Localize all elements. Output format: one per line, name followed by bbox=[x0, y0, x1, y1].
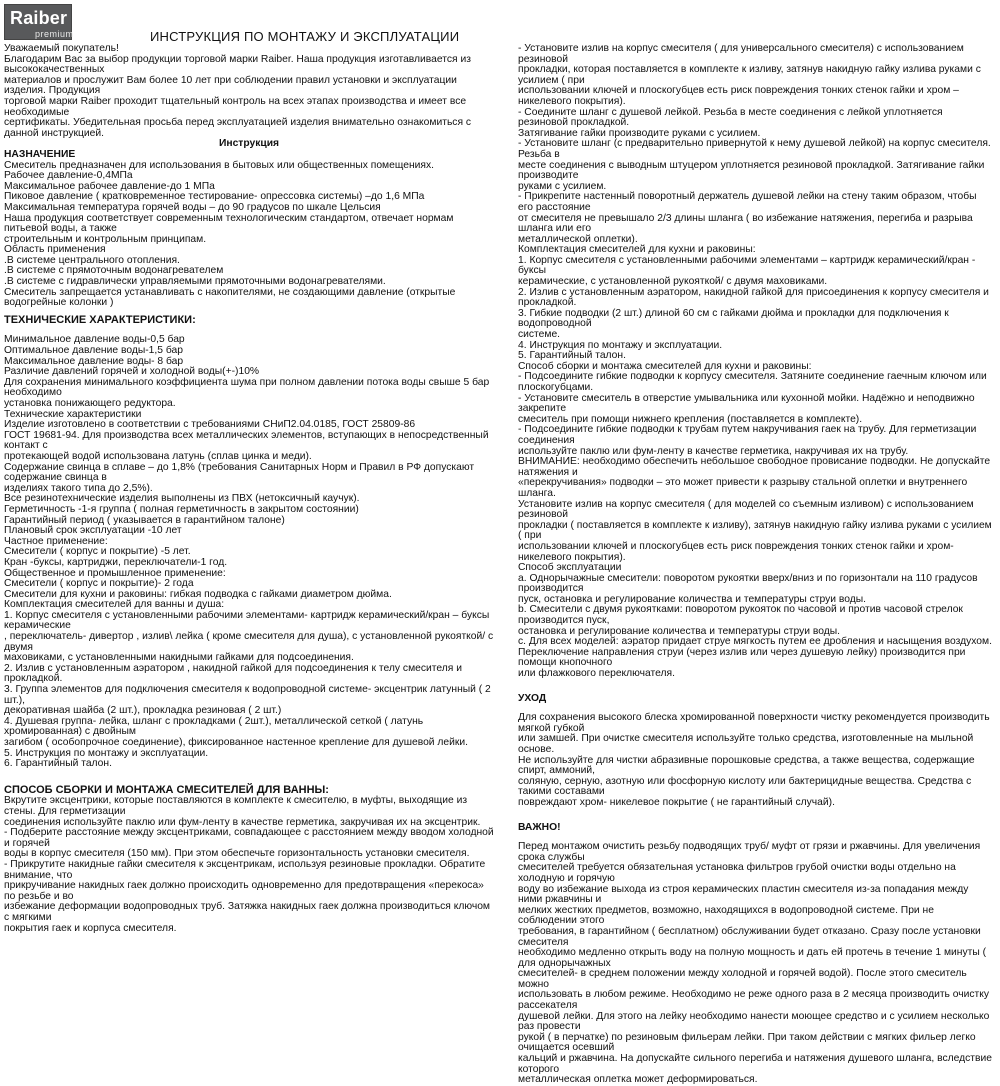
text-line: Технические характеристики bbox=[4, 408, 142, 420]
text-line: воду во избежание выхода из строя керамических пластин смесителя из-за попадания между ними ржавчины и bbox=[518, 883, 969, 906]
text-line: месте соединения с выводным штуцером уплотняется резиновой прокладкой. Затягивание гайки производите bbox=[518, 159, 985, 182]
text-line: .В системе центрального отопления. bbox=[4, 254, 180, 266]
text-line: ГОСТ 19681-94. Для производства всех металлических элементов, вступающих в непосредственный контакт с bbox=[4, 429, 489, 452]
text-line: Герметичность -1-я группа ( полная герметичность в закрытом состоянии) bbox=[4, 503, 359, 515]
text-line: 4. Душевая группа- лейка, шланг с прокладками ( 2шт.), металлической сеткой ( латунь хромированная) с двойным bbox=[4, 715, 424, 738]
text-line: а. Однорычажные смесители: поворотом рукоятки вверх/вниз и по горизонтали на 110 градусов производится bbox=[518, 572, 978, 595]
text-line: кальций и ржавчина. На допускайте сильного перегиба и натяжения душевого шланга, вследствие которого bbox=[518, 1053, 992, 1075]
right-column bbox=[518, 44, 992, 1086]
text-line: прокладки ( поставляется в комплекте к изливу), затянув накидную гайку излива руками с усилием ( при bbox=[518, 519, 992, 542]
text-line: Максимальное рабочее давление-до 1 МПа bbox=[4, 180, 215, 192]
text-line: 6. Гарантийный талон. bbox=[4, 758, 112, 770]
text-line: или замшей. При очистке смесителя используйте только средства, изготовленные на мыльной основе. bbox=[518, 733, 974, 755]
text-line: Смесители для кухни и раковины: гибкая подводка с гайками диаметром дюйма. bbox=[4, 588, 392, 600]
section-heading: Инструкция bbox=[218, 138, 280, 150]
text-line: Способ эксплуатации bbox=[518, 562, 622, 574]
text-line: необходимо медленно открыть воду на полную мощность и дать ей протечь в течение 1 минуты ( для однорычажных bbox=[518, 947, 987, 969]
section-heading: ТЕХНИЧЕСКИЕ ХАРАКТЕРИСТИКИ: bbox=[4, 313, 196, 326]
text-line: Максимальное давление воды- 8 бар bbox=[4, 355, 184, 367]
section-heading: СПОСОБ СБОРКИ И МОНТАЖА СМЕСИТЕЛЕЙ ДЛЯ ВАННЫ: bbox=[4, 783, 329, 796]
text-line: 2. Излив с установленным аэратором, накидной гайкой для присоединения к корпусу смесителя и прокладкой. bbox=[518, 286, 989, 309]
text-line: повреждают хром- никелевое покрытие ( не гарантийный случай). bbox=[518, 796, 835, 808]
text-line: керамические, с установленной рукояткой/ с двумя маховиками. bbox=[518, 276, 828, 288]
text-line: ВНИМАНИЕ: необходимо обеспечить небольшое свободное провисание подводки. Не допускайте натяжения и bbox=[518, 456, 991, 478]
text-line: прокладки, которая поставляется в комплекте к изливу, затянув накидную гайку излива руками с усилием ( при bbox=[518, 64, 981, 86]
text-line: 3. Гибкие подводки (2 шт.) длиной 60 см с гайками дюйма и прокладки для подключения к водопроводной bbox=[518, 307, 949, 330]
text-line: декоративная шайба (2 шт.), прокладка резиновая ( 2 шт.) bbox=[4, 705, 282, 717]
text-line: пуск, остановка и регулирование количества и температуры струи воды. bbox=[518, 593, 866, 605]
text-line: соляную, серную, азотную или фосфорную кислоту или бактерицидные вещества. Средства с такими составами bbox=[518, 775, 972, 798]
text-line: мелких жестких предметов, возможно, находящихся в водопроводной системе. При не соблюдении этого bbox=[518, 904, 934, 927]
text-line: Максимальная температура горячей воды – до 90 градусов по шкале Цельсия bbox=[4, 201, 381, 213]
text-line: смеситель при помощи нижнего крепления (поставляется в комплекте). bbox=[518, 413, 863, 425]
text-line: Перед монтажом очистить резьбу подводящих труб/ муфт от грязи и ржавчины. Для увеличения срока службы bbox=[518, 841, 981, 863]
text-line: Смеситель запрещается устанавливать с накопителями, не создающими давление (открытые водогрейные колонки ) bbox=[4, 286, 456, 309]
text-line: остановка и регулирование количества и температуры струи воды. bbox=[518, 625, 841, 637]
text-line: Затягивание гайки производите руками с усилием. bbox=[518, 127, 761, 139]
text-line: Изделие изготовлено в соответствии с требованиями СНиП2.04.0185, ГОСТ 25809-86 bbox=[4, 419, 416, 431]
text-line: Переключение направления струи (через излив или через душевую лейку) производится при помощи кнопочного bbox=[518, 646, 966, 669]
text-line: Минимальное давление воды-0,5 бар bbox=[4, 334, 185, 346]
text-line: Вкрутите эксцентрики, которые поставляются в комплекте к смесителю, в муфты, выходящие из стены. Для герметизации bbox=[4, 795, 468, 817]
text-line: душевой лейки. Для этого на лейку необходимо нанести моющее средство и с усилием несколько раз провести bbox=[518, 1010, 990, 1033]
text-line: воды в корпус смесителя (150 мм). При этом обеспечьте горизонтальность установки смесителя. bbox=[4, 848, 470, 860]
text-line: Комплектация смесителей для кухни и раковины: bbox=[518, 244, 756, 256]
text-line: Кран -буксы, картриджи, переключатели-1 год. bbox=[4, 556, 228, 568]
text-line: или флажкового переключателя. bbox=[518, 668, 675, 680]
section-heading: УХОД bbox=[518, 692, 547, 704]
text-line: соединения используйте паклю или фум-ленту в качестве герметика, закручивая их на эксцентрик. bbox=[4, 816, 481, 828]
text-line: использовании ключей и плоскогубцев есть риск повреждения тонких стенок гайки и хром- никелевого покрытия). bbox=[518, 540, 954, 563]
text-line: Плановый срок эксплуатации -10 лет bbox=[4, 525, 182, 537]
text-line: от смесителя не превышало 2/3 длины шланга ( во избежание натяжения, перегиба и разрыва шланга или его bbox=[518, 212, 973, 235]
text-line: Общественное и промышленное применение: bbox=[4, 567, 226, 579]
text-line: используйте паклю или фум-ленту в качестве герметика, накручивая их на трубу. bbox=[518, 445, 909, 457]
text-line: торговой марки Raiber проходит тщательный контроль на всех этапах производства и имеет все необходимые bbox=[4, 95, 467, 118]
section-heading: ВАЖНО! bbox=[518, 821, 561, 833]
text-line: b. Смесители с двумя рукоятками: поворотом рукояток по часовой и против часовой стрелок производится пуск, bbox=[518, 604, 963, 627]
text-line: - Подберите расстояние между эксцентриками, совпадающее с расстоянием между вводом холодной и горячей bbox=[4, 827, 494, 849]
text-line: системе. bbox=[518, 329, 561, 341]
logo-text: Raiber bbox=[10, 8, 68, 28]
text-line: .В системе с прямоточным водонагревателем bbox=[4, 265, 224, 277]
text-line: Благодарим Вас за выбор продукции торговой марки Raiber. Наша продукция изготавливается из высококачественных bbox=[4, 53, 471, 76]
section-heading: НАЗНАЧЕНИЕ bbox=[4, 148, 76, 160]
text-line: 4. Инструкция по монтажу и эксплуатации. bbox=[518, 339, 723, 351]
text-line: загибом ( особопрочное соединение), фиксированное настенное крепление для душевой лейки. bbox=[4, 737, 469, 748]
text-line: Наша продукция соответствует современным технологическим стандартом, отвечает нормам питьевой воды, а также bbox=[4, 212, 454, 235]
document-title: ИНСТРУКЦИЯ ПО МОНТАЖУ И ЭКСПЛУАТАЦИИ bbox=[150, 29, 460, 44]
text-line: 3. Группа элементов для подключения смесителя к водопроводной системе- эксцентрик латунный ( 2 шт.), bbox=[4, 684, 491, 706]
text-line: Уважаемый покупатель! bbox=[4, 43, 119, 54]
text-line: протекающей водой использована латунь (сплав цинка и меди). bbox=[4, 450, 312, 462]
text-line: 2. Излив с установленным аэратором , накидной гайкой для подсоединения к телу смесителя и прокладкой. bbox=[4, 662, 462, 685]
raiber-logo bbox=[4, 4, 72, 40]
text-line: Способ сборки и монтажа смесителей для кухни и раковины: bbox=[518, 360, 812, 372]
text-line: Различие давлений горячей и холодной воды(+-)10% bbox=[4, 366, 260, 378]
text-line: - Установите смеситель в отверстие умывальника или кухонной мойки. Надёжно и неподвижно закрепите bbox=[518, 392, 975, 415]
text-line: Смеситель предназначен для использования в бытовых или общественных помещениях. bbox=[4, 159, 434, 171]
text-line: Содержание свинца в сплаве – до 1,8% (требования Санитарных Норм и Правил в РФ допускают содержание свинца в bbox=[4, 461, 475, 484]
text-line: - Подсоедините гибкие подводки к корпусу смесителя. Затяните соединение гаечным ключом или bbox=[518, 371, 987, 383]
text-line: руками с усилием. bbox=[518, 180, 607, 192]
text-line: сертификаты. Убедительная просьба перед эксплуатацией изделия внимательно ознакомиться с данной инструкцией. bbox=[4, 117, 472, 139]
text-line: изделиях такого типа до 2,5%). bbox=[4, 482, 153, 494]
text-line: Все резинотехнические изделия выполнены из ПВХ (нетоксичный каучук). bbox=[4, 493, 360, 505]
text-line: Смесители ( корпус и покрытие) -5 лет. bbox=[4, 546, 191, 558]
text-line: - Установите шланг (с предварительно привернутой к нему душевой лейкой) на корпус смесителя. Резьба в bbox=[518, 138, 991, 160]
text-line: рукой ( в перчатке) по резиновым фильерам лейки. При таком действии с мягких фильер легко очищается осевший bbox=[518, 1031, 976, 1054]
text-line: требования, в гарантийном ( бесплатном) обслуживании будет отказано. Сразу после установки смесителя bbox=[518, 925, 981, 948]
text-line: .В системе с гидравлически управляемыми прямоточными водонагревателями. bbox=[4, 276, 386, 288]
text-line: c. Для всех моделей: аэратор придает струе мягкость путем ее дробления и насыщения воздухом. bbox=[518, 636, 992, 648]
text-line: - Прикрутите накидные гайки смесителя к эксцентрикам, используя резиновые прокладки. Обратите внимание, что bbox=[4, 858, 486, 881]
text-line: Оптимальное давление воды-1,5 бар bbox=[4, 345, 183, 357]
left-column bbox=[4, 44, 494, 934]
text-line: 1. Корпус смесителя с установленными рабочими элементами – картридж керамический/кран - буксы bbox=[518, 254, 976, 277]
logo-subtext: premium bbox=[35, 29, 74, 39]
text-line: 5. Гарантийный талон. bbox=[518, 350, 626, 362]
text-line: Рабочее давление-0,4МПа bbox=[4, 170, 133, 182]
text-line: Частное применение: bbox=[4, 535, 108, 547]
text-line: смесителей требуется обязательная установка фильтров грубой очистки воды отдельно на холодную и горячую bbox=[518, 862, 956, 884]
text-line: металлическая оплетка может деформироваться. bbox=[518, 1074, 758, 1086]
text-line: металлической оплетки). bbox=[518, 233, 638, 245]
text-line: установка понижающего редуктора. bbox=[4, 398, 176, 409]
text-line: Для сохранения высокого блеска хромированной поверхности чистку рекомендуется производить мягкой губкой bbox=[518, 712, 990, 734]
text-line: строительным и контрольным принципам. bbox=[4, 233, 207, 245]
text-line: «перекручивания» подводки – это может привести к разрыву стальной оплетки и внутреннего шланга. bbox=[518, 477, 968, 499]
text-line: - Подсоедините гибкие подводки к трубам путем накручивания гаек на трубу. Для герметизации соединения bbox=[518, 424, 977, 446]
text-line: 1. Корпус смесителя с установленными рабочими элементами- картридж керамический/кран – буксы керамические bbox=[4, 609, 490, 632]
text-line: Область применения bbox=[4, 244, 106, 256]
text-line: использовать в любом режиме. Необходимо не реже одного раза в 2 месяца производить очистку рассекателя bbox=[518, 989, 990, 1012]
text-line: Для сохранения минимального коэффициента шума при полном давлении потока воды свыше 5 бар необходимо bbox=[4, 376, 490, 399]
text-line: Установите излив на корпус смесителя ( для моделей со съемным изливом) с использованием резиновой bbox=[518, 498, 974, 521]
text-line: прикручивание накидных гаек должно происходить одновременно для предотвращения «перекоса» по резьбе и во bbox=[4, 880, 484, 902]
text-line: Гарантийный период ( указывается в гарантийном талоне) bbox=[4, 514, 285, 526]
text-line: - Соедините шланг с душевой лейкой. Резьба в месте соединения с лейкой уплотняется резиновой прокладкой. bbox=[518, 106, 943, 129]
text-line: маховиками, с установленными накидными гайками для подсоединения. bbox=[4, 652, 354, 664]
text-line: использовании ключей и плоскогубцев есть риск повреждения тонких стенок гайки и хром – никелевого покрытия). bbox=[518, 85, 959, 107]
text-line: смесителей- в среднем положении между холодной и горячей водой). После этого смеситель можно bbox=[518, 968, 967, 990]
text-line: Комплектация смесителей для ванны и душа: bbox=[4, 599, 225, 611]
text-line: Не используйте для чистки абразивные порошковые средства, а также вещества, содержащие спирт, аммоний, bbox=[518, 754, 975, 777]
text-line: избежание деформации водопроводных труб. Затяжка накидных гаек должна производиться ключом с мягкими bbox=[4, 901, 491, 923]
text-line: 5. Инструкция по монтажу и эксплуатации. bbox=[4, 747, 209, 759]
text-line: Пиковое давление ( кратковременное тестирование- опрессовка системы) –до 1,6 МПа bbox=[4, 191, 425, 203]
text-line: плоскогубцами. bbox=[518, 382, 594, 393]
text-line: покрытия гаек и корпуса смесителя. bbox=[4, 922, 177, 934]
text-line: - Прикрепите настенный поворотный держатель душевой лейки на стену таким образом, чтобы его расстояние bbox=[518, 191, 977, 213]
text-line: Смесители ( корпус и покрытие)- 2 года bbox=[4, 578, 194, 590]
text-line: , переключатель- дивертор , излив\ лейка ( кроме смесителя для душа), с установленной рукояткой/ с двумя bbox=[4, 631, 494, 653]
text-line: материалов и прослужит Вам более 10 лет при соблюдении правил установки и эксплуатации изделия. Продукция bbox=[4, 74, 457, 97]
text-line: - Установите излив на корпус смесителя ( для универсального смесителя) с использованием резиновой bbox=[518, 43, 964, 65]
